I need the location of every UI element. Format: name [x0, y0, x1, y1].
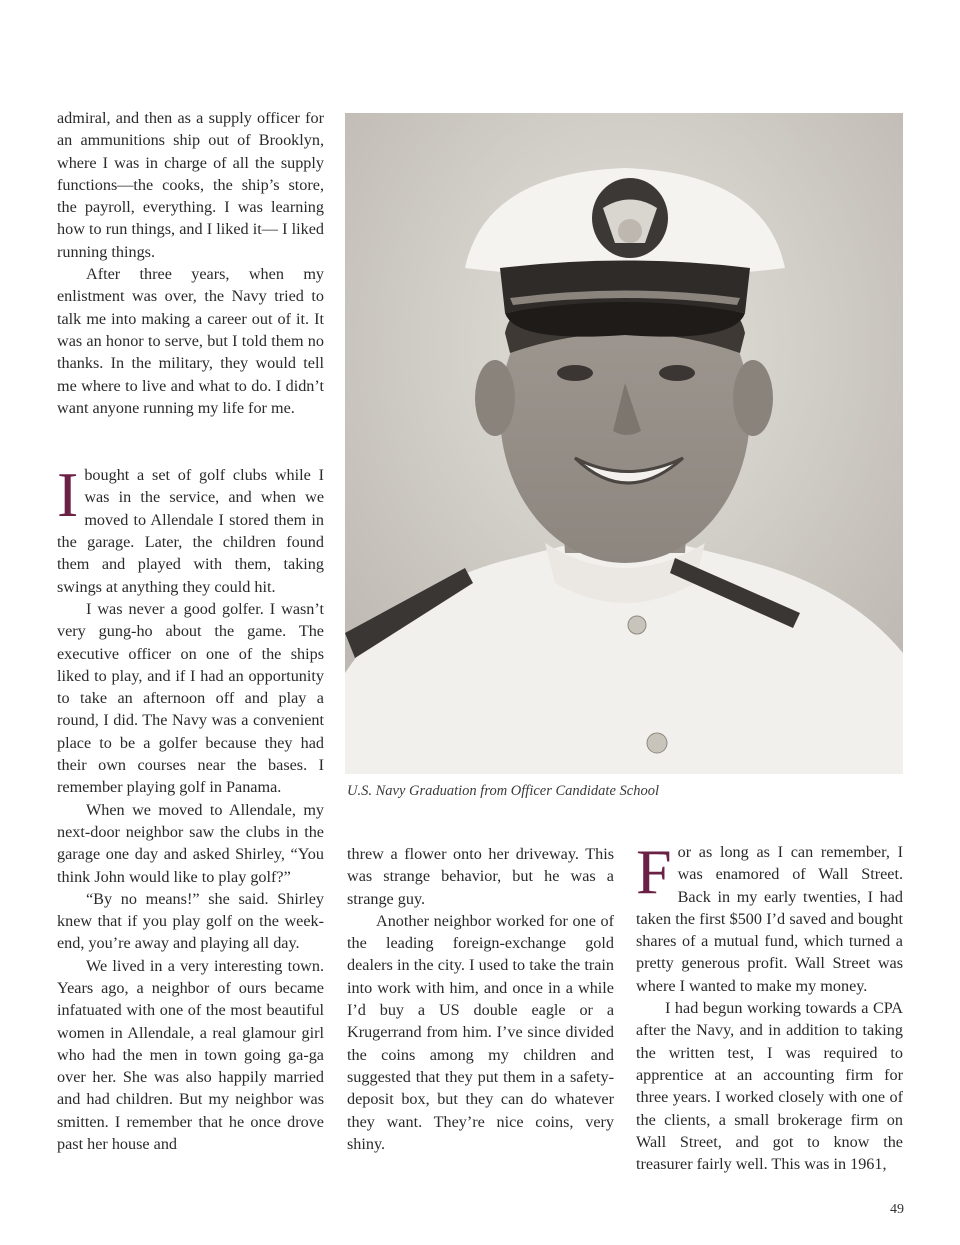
paragraph: “By no means!” she said. Shirley knew that if you play golf on the week-end, you’re away and playing all day. — [57, 889, 324, 953]
paragraph-text: or as long as I can remember, I was enamored of Wall Street. Back in my early twenties, I had taken the first $500 I’d saved and bought shares of a mutual fund, which turned a pretty generous profit. Wall Street was where I wanted to make my money. — [636, 843, 903, 995]
paragraph — [57, 459, 324, 598]
paragraph: Another neighbor worked for one of the leading foreign-exchange gold dealers in the city. I used to take the train into work with him, and once in a while I’d buy a US double eagle or a Krugerrand from him. I’ve since divided the coins among my children and suggested that they put them in a safety-deposit box, but they can do whatever they want. They’re nice coins, very shiny. — [347, 911, 614, 1153]
paragraph: I was never a good golfer. I wasn’t very gung-ho about the game. The executive officer on one of the ships liked to play, and if I had an opportunity to take an afternoon off and play a round, I did. The Navy was a convenient place to be a golfer because they had their own courses near the bases. I remember playing golf in Panama. — [57, 599, 324, 797]
drop-cap: I — [57, 459, 79, 531]
drop-cap: F — [636, 836, 672, 907]
left-column — [57, 107, 324, 1155]
paragraph: threw a flower onto her driveway. This was strange behavior, but he was a strange guy. — [347, 845, 614, 908]
section-break — [57, 419, 324, 464]
officer-portrait-photo — [345, 113, 903, 774]
paragraph: After three years, when my enlistment was over, the Navy tried to talk me into making a career out of it. It was an honor to serve, but I told them no thanks. In the military, they would tell me where to live and what to do. I didn’t want anyone running my life for me. — [57, 265, 324, 417]
portrait-illustration — [345, 113, 903, 774]
paragraph: We lived in a very interesting town. Years ago, a neighbor of ours became infatuated with one of the most beautiful women in Allendale, a real glamour girl who had the men in town going ga-ga over her. She was also happily married and had children. But my neighbor was smitten. I remember that he once drove past her house and — [57, 956, 324, 1154]
paragraph-text: bought a set of golf clubs while I was in the service, and when we moved to Allendale I stored them in the garage. Later, the children found them and played with them, taking swings at anything they could hit. — [57, 466, 324, 596]
paragraph: When we moved to Allendale, my next-door neighbor saw the clubs in the garage one day and asked Shirley, “You think John would like to play golf?” — [57, 800, 324, 886]
paragraph: admiral, and then as a supply officer for an ammunitions ship out of Brooklyn, where I was in charge of all the supply functions—the cooks, the ship’s store, the payroll, everything. I was learning how to run things, and I liked it— I liked running things. — [57, 109, 324, 261]
page-number: 49 — [890, 1202, 904, 1217]
right-column — [636, 836, 903, 1175]
paragraph: I had begun working towards a CPA after the Navy, and in addition to taking the written test, I was required to apprentice at an accounting firm for three years. I worked closely with one of the clients, a small brokerage firm on Wall Street, and got to know the treasurer fairly well. This was in 1961, — [636, 999, 903, 1174]
photo-caption: U.S. Navy Graduation from Officer Candidate School — [347, 783, 659, 799]
middle-column — [347, 843, 614, 1155]
paragraph — [636, 836, 903, 997]
